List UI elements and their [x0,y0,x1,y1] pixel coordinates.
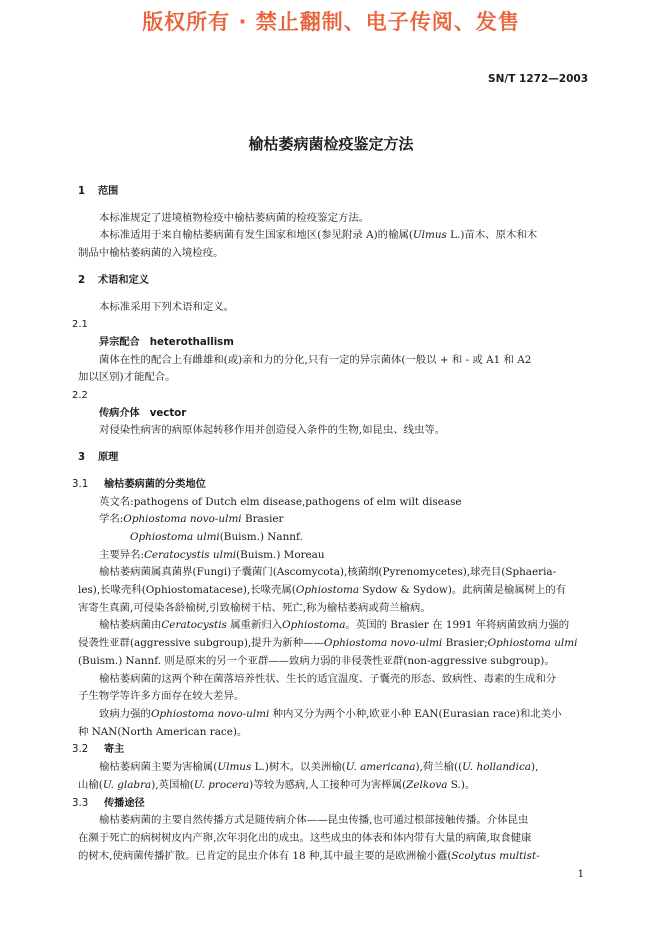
paragraph: 榆枯萎病菌的这两个种在菌落培养性状、生长的适宜温度、子囊壳的形态、致病性、毒素的生成和分 [99,672,557,685]
term-number: 2.2 [72,390,88,402]
scientific-name: 学名:Ophiostoma novo-ulmi Brasier [99,513,284,526]
term-definition: 菌体在性的配合上有雌雄和(或)亲和力的分化,只有一定的异宗菌体(一般以 + 和 - 或 A1 和 A2 [99,353,532,366]
paragraph-continued: 制品中榆枯萎病菌的入境检疫。 [78,247,224,260]
subsection-heading-transmission: 3.3 传播途径 [72,797,145,809]
section-heading-scope: 1 范围 [78,186,119,197]
term-heterothallism: 异宗配合 heterothallism [99,336,234,348]
paragraph-continued: 在濒于死亡的病树树皮内产卵,次年羽化出的成虫。这些成虫的体表和体内带有大量的病菌,取食健康 [78,831,532,844]
paragraph: 本标准采用下列术语和定义。 [99,300,235,313]
paragraph-continued: 害寄生真菌,可侵染各龄榆树,引致榆树干枯、死亡,称为榆枯萎病或荷兰榆病。 [78,601,431,614]
document-title: 榆枯萎病菌检疫鉴定方法 [248,135,414,153]
paragraph-continued: 种 NAN(North American race)。 [78,725,248,738]
subsection-heading-taxonomy: 3.1 榆枯萎病菌的分类地位 [72,478,206,490]
paragraph-continued: 侵袭性亚群(aggressive subgroup),提升为新种——Ophiostoma novo-ulmi Brasier;Ophiostoma ulmi [78,637,578,650]
section-heading-principle: 3 原理 [78,452,119,464]
paragraph: 榆枯萎病菌主要为害榆属(Ulmus L.)树木。以美洲榆(U. americana),荷兰榆((U. hollandica), [99,761,539,774]
paragraph-continued: 的树木,使病菌传播扩散。已肯定的昆虫介体有 18 种,其中最主要的是欧洲榆小蠹(Scolytus multist- [78,849,540,862]
copyright-watermark: 版权所有 · 禁止翻制、电子传阅、发售 [142,10,520,34]
term-definition-continued: 加以区别)才能配合。 [78,371,176,384]
paragraph: 本标准规定了进境植物检疫中榆枯萎病菌的检疫鉴定方法。 [99,211,370,224]
scientific-name-2: Ophiostoma ulmi(Buism.) Nannf. [130,530,303,543]
subsection-heading-hosts: 3.2 寄主 [72,744,125,756]
paragraph: 本标准适用于来自榆枯萎病菌有发生国家和地区(参见附录 A)的榆属(Ulmus L.)苗木、原木和木 [99,229,538,242]
paragraph-continued: 山榆(U. glabra),英国榆(U. procera)等较为感病,人工接种可为害榉属(Zelkova S.)。 [78,778,476,791]
paragraph: 榆枯萎病菌属真菌界(Fungi)子囊菌门(Ascomycota),核菌纲(Pyrenomycetes),球壳目(Sphaeria- [99,566,557,579]
standard-number: SN/T 1272—2003 [488,73,588,85]
term-vector: 传病介体 vector [99,407,187,419]
paragraph: 致病力强的Ophiostoma novo-ulmi 种内又分为两个小种,欧亚小种 EAN(Eurasian race)和北美小 [99,707,562,720]
english-name: 英文名:pathogens of Dutch elm disease,pathogens of elm wilt disease [99,495,462,508]
page-number: 1 [577,869,584,880]
paragraph-continued: les),长喙壳科(Ophiostomatacese),长喙壳属(Ophiostoma Sydow & Sydow)。此病菌是榆属树上的有 [78,584,567,597]
section-heading-terms: 2 术语和定义 [78,274,149,286]
paragraph: 榆枯萎病菌由Ceratocystis 属重新归入Ophiostoma。英国的 Brasier 在 1991 年将病菌致病力强的 [99,619,570,632]
paragraph-continued: (Buism.) Nannf. 则是原来的另一个亚群——致病力弱的非侵袭性亚群(non-aggressive subgroup)。 [78,654,555,667]
paragraph: 榆枯萎病菌的主要自然传播方式是随传病介体——昆虫传播,也可通过根部接触传播。介体昆虫 [99,814,529,827]
term-number: 2.1 [72,319,88,331]
synonym: 主要异名:Ceratocystis ulmi(Buism.) Moreau [99,548,325,561]
document-body [72,183,590,865]
term-definition: 对侵染性病害的病原体起转移作用并创造侵入条件的生物,如昆虫、线虫等。 [99,424,446,437]
paragraph-continued: 子生物学等许多方面存在较大差异。 [78,690,245,703]
